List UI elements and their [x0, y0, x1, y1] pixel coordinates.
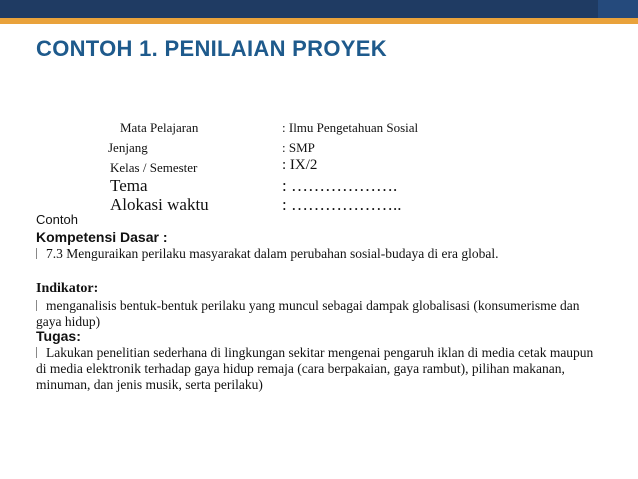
bullet-marker	[36, 347, 45, 358]
top-banner-accent	[598, 0, 638, 18]
tugas-paragraph	[36, 345, 606, 393]
slide-title: CONTOH 1. PENILAIAN PROYEK	[36, 36, 387, 61]
info-label-mata-pelajaran: Mata Pelajaran	[120, 120, 199, 135]
indikator-text: menganalisis bentuk-bentuk perilaku yang muncul sebagai dampak globalisasi (konsumerisme dan gaya hidup)	[36, 298, 580, 329]
indikator-paragraph	[36, 298, 606, 330]
info-label-alokasi-waktu: Alokasi waktu	[110, 195, 209, 214]
bullet-marker	[36, 300, 45, 311]
info-label-tema: Tema	[110, 176, 148, 195]
indikator-heading: Indikator:	[36, 281, 99, 296]
top-banner	[0, 0, 638, 18]
kompetensi-heading: Kompetensi Dasar :	[36, 229, 168, 245]
kompetensi-paragraph	[36, 246, 606, 262]
kompetensi-text: 7.3 Menguraikan perilaku masyarakat dalam perubahan sosial-budaya di era global.	[46, 246, 499, 261]
info-value-tema: : ……………….	[282, 176, 398, 195]
contoh-label: Contoh	[36, 212, 78, 227]
info-label-kelas-semester: Kelas / Semester	[110, 160, 198, 175]
tugas-text: Lakukan penelitian sederhana di lingkungan sekitar mengenai pengaruh iklan di media cetak maupun di media elektronik terhadap gaya hidup remaja (cara berpakaian, gaya rambut), pilihan makanan, minuman, dan jenis musik, serta perilaku)	[36, 345, 594, 392]
info-label-jenjang: Jenjang	[108, 140, 148, 155]
info-value-kelas-semester: : IX/2	[282, 157, 318, 173]
info-value-jenjang: : SMP	[282, 140, 315, 155]
bullet-marker	[36, 248, 45, 259]
tugas-heading: Tugas:	[36, 328, 81, 344]
info-value-alokasi-waktu: : ………………..	[282, 195, 402, 214]
info-value-mata-pelajaran: : Ilmu Pengetahuan Sosial	[282, 120, 419, 135]
top-accent-stripe	[0, 18, 638, 24]
